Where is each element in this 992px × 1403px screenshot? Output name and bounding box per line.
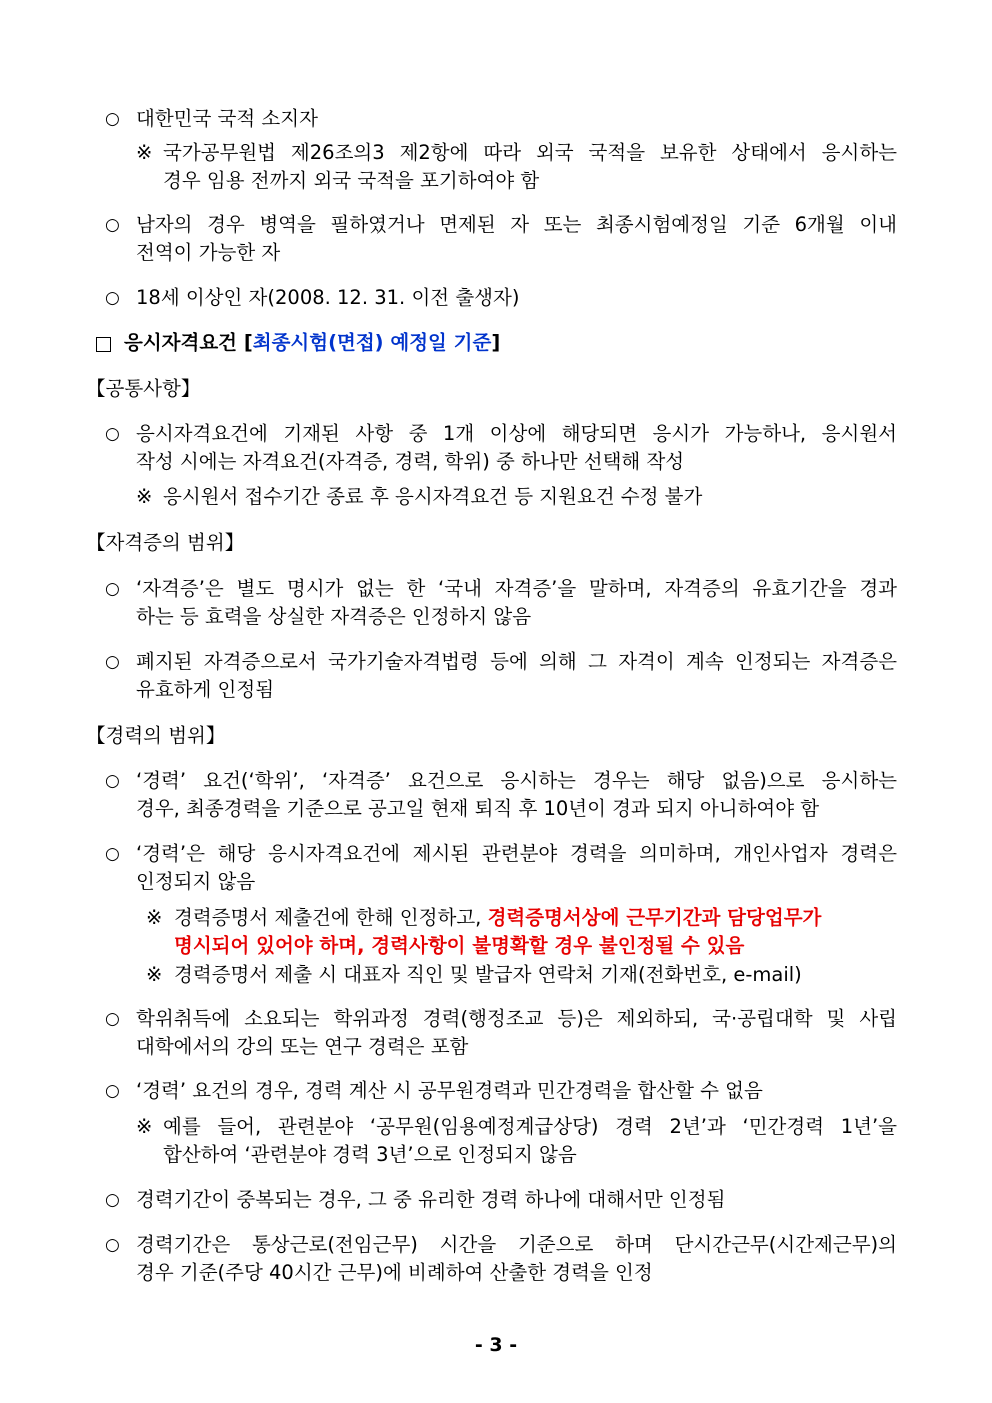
license-heading: 【자격증의 범위】 — [86, 531, 245, 554]
bullet-mark: ○ — [105, 1081, 120, 1101]
bullet-mark: ○ — [105, 844, 120, 864]
note-mark: ※ — [136, 485, 153, 508]
bullet-mark: ○ — [105, 579, 120, 599]
note-mark: ※ — [136, 141, 153, 164]
page-number: - 3 - — [474, 1334, 518, 1356]
career-item5: 경력기간이 중복되는 경우, 그 중 유리한 경력 하나에 대해서만 인정됨 — [136, 1188, 726, 1211]
section-bracket-open: [ — [243, 331, 253, 354]
checkbox-square-icon — [96, 337, 111, 352]
license-item2-line1: 폐지된 자격증으로서 국가기술자격법령 등에 의해 그 자격이 계속 인정되는 자격증은 — [136, 650, 897, 673]
note-mark: ※ — [136, 1115, 153, 1138]
common-heading: 【공통사항】 — [86, 377, 201, 400]
requirement-military-line1: 남자의 경우 병역을 필하였거나 면제된 자 또는 최종시험예정일 기준 6개월 이내 — [136, 213, 897, 236]
bullet-mark: ○ — [105, 1009, 120, 1029]
note-foreign-nationality-line2: 경우 임용 전까지 외국 국적을 포기하여야 함 — [163, 169, 540, 192]
career-item1-line1: ‘경력’ 요건(‘학위’, ‘자격증’ 요건으로 응시하는 경우는 해당 없음)으로 응시하는 — [136, 769, 897, 792]
section-title — [124, 329, 500, 357]
common-note1: 응시원서 접수기간 종료 후 응시자격요건 등 지원요건 수정 불가 — [163, 485, 703, 508]
career-item6-line1: 경력기간은 통상근로(전임근무) 시간을 기준으로 하며 단시간근무(시간제근무)의 — [136, 1233, 897, 1256]
career-item4: ‘경력’ 요건의 경우, 경력 계산 시 공무원경력과 민간경력을 합산할 수 없음 — [136, 1079, 763, 1102]
bullet-mark: ○ — [105, 288, 120, 308]
bullet-mark: ○ — [105, 215, 120, 235]
career-item3-line2: 대학에서의 강의 또는 연구 경력은 포함 — [136, 1035, 469, 1058]
license-item2-line2: 유효하게 인정됨 — [136, 678, 275, 701]
bullet-mark: ○ — [105, 1190, 120, 1210]
section-highlight: 최종시험(면접) 예정일 기준 — [252, 331, 492, 354]
bullet-mark: ○ — [105, 771, 120, 791]
requirement-nationality: 대한민국 국적 소지자 — [136, 107, 318, 130]
career-note1-emphasis: 경력증명서상에 근무기간과 담당업무가 — [487, 906, 822, 929]
career-item6-line2: 경우 기준(주당 40시간 근무)에 비례하여 산출한 경력을 인정 — [136, 1261, 653, 1284]
license-item1-line1: ‘자격증’은 별도 명시가 없는 한 ‘국내 자격증’을 말하며, 자격증의 유효기간을 경과 — [136, 577, 897, 600]
career-item3-line1: 학위취득에 소요되는 학위과정 경력(행정조교 등)은 제외하되, 국·공립대학 및 사립 — [136, 1007, 897, 1030]
section-bracket-close: ] — [491, 331, 501, 354]
note-foreign-nationality-line1: 국가공무원법 제26조의3 제2항에 따라 외국 국적을 보유한 상태에서 응시하는 — [163, 141, 897, 164]
license-item1-line2: 하는 등 효력을 상실한 자격증은 인정하지 않음 — [136, 605, 532, 628]
career-note3-line1: 예를 들어, 관련분야 ‘공무원(임용예정계급상당) 경력 2년’과 ‘민간경력 1년’을 — [163, 1115, 897, 1138]
career-note3-line2: 합산하여 ‘관련분야 경력 3년’으로 인정되지 않음 — [163, 1143, 577, 1166]
career-item2-line1: ‘경력’은 해당 응시자격요건에 제시된 관련분야 경력을 의미하며, 개인사업자 경력은 — [136, 842, 897, 865]
career-note1-plain: 경력증명서 제출건에 한해 인정하고, — [174, 906, 488, 929]
career-note1-line1 — [174, 904, 821, 932]
career-heading: 【경력의 범위】 — [86, 724, 226, 747]
common-item1-line1: 응시자격요건에 기재된 사항 중 1개 이상에 해당되면 응시가 가능하나, 응시원서 — [136, 422, 897, 445]
requirement-military-line2: 전역이 가능한 자 — [136, 241, 281, 264]
career-note2: 경력증명서 제출 시 대표자 직인 및 발급자 연락처 기재(전화번호, e-mail) — [174, 963, 802, 986]
common-item1-line2: 작성 시에는 자격요건(자격증, 경력, 학위) 중 하나만 선택해 작성 — [136, 450, 685, 473]
career-item2-line2: 인정되지 않음 — [136, 870, 256, 893]
career-note1-line2: 명시되어 있어야 하며, 경력사항이 불명확할 경우 불인정될 수 있음 — [174, 934, 745, 957]
section-title-text: 응시자격요건 — [124, 331, 238, 354]
note-mark: ※ — [146, 906, 163, 929]
requirement-age: 18세 이상인 자(2008. 12. 31. 이전 출생자) — [136, 286, 520, 309]
note-mark: ※ — [146, 963, 163, 986]
bullet-mark: ○ — [105, 424, 120, 444]
bullet-mark: ○ — [105, 109, 120, 129]
bullet-mark: ○ — [105, 652, 120, 672]
career-item1-line2: 경우, 최종경력을 기준으로 공고일 현재 퇴직 후 10년이 경과 되지 아니하여야 함 — [136, 797, 820, 820]
bullet-mark: ○ — [105, 1235, 120, 1255]
